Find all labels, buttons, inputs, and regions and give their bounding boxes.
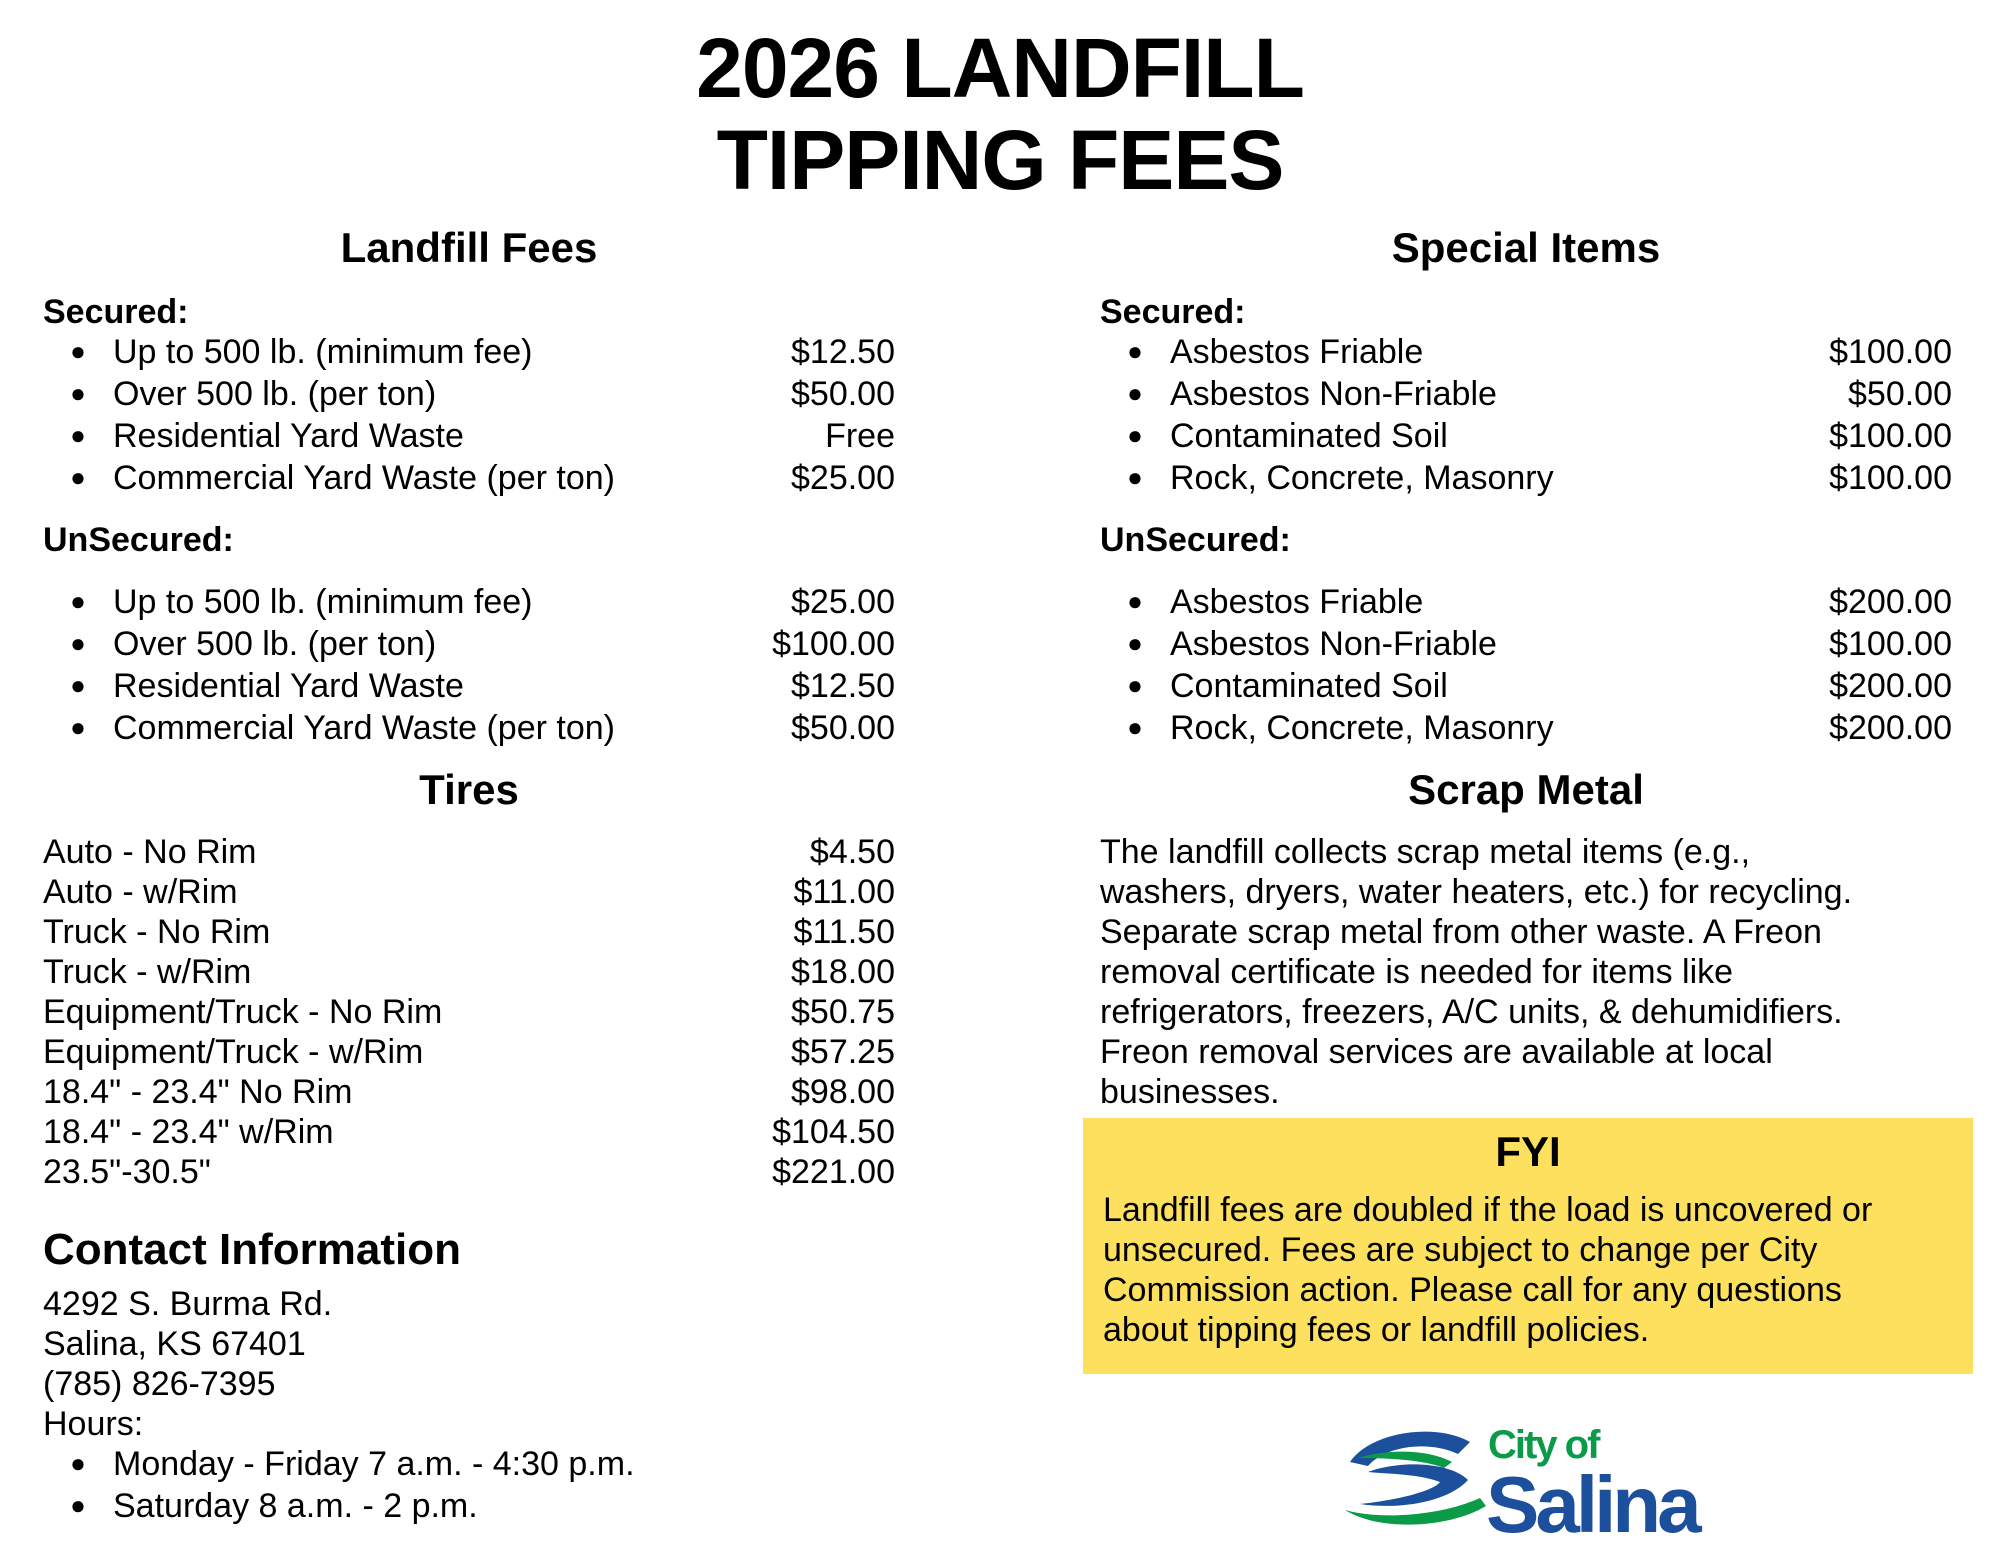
landfill-fees-heading: Landfill Fees xyxy=(340,224,598,271)
list-item xyxy=(43,708,895,750)
list-item xyxy=(43,624,895,666)
list-item xyxy=(1100,416,1952,458)
bullet-icon: ● xyxy=(1127,712,1143,742)
bullet-icon: ● xyxy=(70,628,86,658)
list-item xyxy=(43,952,895,992)
contact-address-1: 4292 S. Burma Rd. xyxy=(43,1285,333,1323)
bullet-icon: ● xyxy=(70,670,86,700)
list-item xyxy=(1100,624,1952,666)
item-price: $100.00 xyxy=(1829,459,1952,497)
item-price: $12.50 xyxy=(791,667,895,705)
bullet-icon: ● xyxy=(1127,670,1143,700)
list-item xyxy=(43,1112,895,1152)
item-price: $100.00 xyxy=(1829,625,1952,663)
logo-city-of: City of xyxy=(1488,1423,1599,1467)
contact-address-2: Salina, KS 67401 xyxy=(43,1325,306,1363)
item-price: $57.25 xyxy=(791,1033,895,1071)
item-price: $50.00 xyxy=(1848,375,1952,413)
item-price: $100.00 xyxy=(1829,333,1952,371)
item-price: $100.00 xyxy=(1829,417,1952,455)
list-item xyxy=(1100,666,1952,708)
bullet-icon: ● xyxy=(1127,336,1143,366)
hours-text: Monday - Friday 7 a.m. - 4:30 p.m. xyxy=(113,1445,635,1483)
bullet-icon: ● xyxy=(70,1490,86,1520)
item-price: $25.00 xyxy=(791,459,895,497)
list-item xyxy=(43,872,895,912)
list-item xyxy=(1100,332,1952,374)
item-label: Residential Yard Waste xyxy=(113,667,464,705)
tires-heading: Tires xyxy=(419,766,519,813)
bullet-icon: ● xyxy=(70,420,86,450)
bullet-icon: ● xyxy=(1127,628,1143,658)
item-price: $200.00 xyxy=(1829,709,1952,747)
list-item xyxy=(43,666,895,708)
bullet-icon: ● xyxy=(70,586,86,616)
bullet-icon: ● xyxy=(70,378,86,408)
item-label: Over 500 lb. (per ton) xyxy=(113,625,437,663)
item-label: 23.5"-30.5" xyxy=(43,1153,211,1191)
contact-phone: (785) 826-7395 xyxy=(43,1365,276,1403)
list-item xyxy=(1100,708,1952,750)
item-label: Auto - w/Rim xyxy=(43,873,238,911)
bullet-icon: ● xyxy=(1127,420,1143,450)
list-item xyxy=(43,1444,895,1486)
scrap-line: Freon removal services are available at local xyxy=(1100,1033,1773,1071)
left-column xyxy=(43,220,895,1528)
item-label: Asbestos Friable xyxy=(1170,583,1424,621)
item-price: $11.50 xyxy=(793,913,895,951)
item-label: Contaminated Soil xyxy=(1170,417,1448,455)
landfill-unsecured-label: UnSecured: xyxy=(43,521,234,559)
item-price: $98.00 xyxy=(791,1073,895,1111)
fyi-line: Commission action. Please call for any questions xyxy=(1103,1271,1842,1309)
scrap-line: Separate scrap metal from other waste. A Freon xyxy=(1100,913,1822,951)
item-price: $50.00 xyxy=(791,709,895,747)
logo-salina: Salina xyxy=(1486,1460,1698,1540)
fyi-line: about tipping fees or landfill policies. xyxy=(1103,1311,1650,1349)
item-label: Equipment/Truck - No Rim xyxy=(43,993,443,1031)
item-label: Commercial Yard Waste (per ton) xyxy=(113,459,615,497)
contact-heading: Contact Information xyxy=(43,1225,461,1274)
list-item xyxy=(43,1072,895,1112)
bullet-icon: ● xyxy=(70,462,86,492)
special-items-heading: Special Items xyxy=(1391,224,1661,271)
salina-swoosh-icon xyxy=(1340,1410,1760,1540)
scrap-line: removal certificate is needed for items like xyxy=(1100,953,1734,991)
item-label: Contaminated Soil xyxy=(1170,667,1448,705)
tires-list xyxy=(43,832,895,1192)
list-item xyxy=(43,458,895,500)
fyi-heading: FYI xyxy=(1495,1128,1561,1175)
bullet-icon: ● xyxy=(70,712,86,742)
landfill-unsecured-list xyxy=(43,582,895,750)
scrap-metal-paragraph xyxy=(1100,832,1952,1112)
bullet-icon: ● xyxy=(1127,586,1143,616)
item-label: Rock, Concrete, Masonry xyxy=(1170,709,1554,747)
bullet-icon: ● xyxy=(70,1448,86,1478)
bullet-icon: ● xyxy=(1127,462,1143,492)
item-label: Rock, Concrete, Masonry xyxy=(1170,459,1554,497)
hours-text: Saturday 8 a.m. - 2 p.m. xyxy=(113,1487,478,1525)
item-label: Truck - No Rim xyxy=(43,913,271,951)
list-item xyxy=(43,332,895,374)
item-price: $200.00 xyxy=(1829,583,1952,621)
list-item xyxy=(43,912,895,952)
special-unsecured-label: UnSecured: xyxy=(1100,521,1291,559)
right-column xyxy=(1100,220,1952,1112)
item-price: $200.00 xyxy=(1829,667,1952,705)
bullet-icon: ● xyxy=(70,336,86,366)
item-label: Auto - No Rim xyxy=(43,833,257,871)
list-item xyxy=(1100,374,1952,416)
page-title xyxy=(0,22,2000,206)
item-price: $25.00 xyxy=(791,583,895,621)
item-label: Over 500 lb. (per ton) xyxy=(113,375,437,413)
title-line-1: 2026 LANDFILL xyxy=(696,21,1304,115)
item-label: Asbestos Non-Friable xyxy=(1170,375,1497,413)
item-price: $50.75 xyxy=(791,993,895,1031)
item-price: $18.00 xyxy=(791,953,895,991)
list-item xyxy=(43,582,895,624)
list-item xyxy=(43,992,895,1032)
item-price: Free xyxy=(825,417,895,455)
scrap-metal-heading: Scrap Metal xyxy=(1408,766,1644,813)
list-item xyxy=(43,374,895,416)
city-of-salina-logo xyxy=(1340,1410,1760,1540)
scrap-line: The landfill collects scrap metal items (e.g., xyxy=(1100,833,1751,871)
item-label: Residential Yard Waste xyxy=(113,417,464,455)
hours-list xyxy=(43,1444,895,1528)
title-line-2: TIPPING FEES xyxy=(716,113,1284,207)
list-item xyxy=(43,1032,895,1072)
list-item xyxy=(43,416,895,458)
list-item xyxy=(43,1152,895,1192)
list-item xyxy=(43,1486,895,1528)
item-label: Up to 500 lb. (minimum fee) xyxy=(113,583,533,621)
list-item xyxy=(43,832,895,872)
list-item xyxy=(1100,458,1952,500)
list-item xyxy=(1100,582,1952,624)
special-secured-label: Secured: xyxy=(1100,293,1246,331)
item-label: 18.4" - 23.4" No Rim xyxy=(43,1073,353,1111)
item-label: Truck - w/Rim xyxy=(43,953,252,991)
item-label: Equipment/Truck - w/Rim xyxy=(43,1033,424,1071)
item-price: $104.50 xyxy=(772,1113,895,1151)
item-label: 18.4" - 23.4" w/Rim xyxy=(43,1113,334,1151)
scrap-line: washers, dryers, water heaters, etc.) for recycling. xyxy=(1100,873,1853,911)
contact-hours-label: Hours: xyxy=(43,1405,144,1443)
item-label: Up to 500 lb. (minimum fee) xyxy=(113,333,533,371)
special-unsecured-list xyxy=(1100,582,1952,750)
item-label: Commercial Yard Waste (per ton) xyxy=(113,709,615,747)
fyi-line: unsecured. Fees are subject to change per City xyxy=(1103,1231,1818,1269)
item-price: $50.00 xyxy=(791,375,895,413)
bullet-icon: ● xyxy=(1127,378,1143,408)
scrap-line: businesses. xyxy=(1100,1073,1280,1111)
item-label: Asbestos Non-Friable xyxy=(1170,625,1497,663)
special-secured-list xyxy=(1100,332,1952,500)
item-price: $12.50 xyxy=(791,333,895,371)
fyi-box xyxy=(1083,1118,1973,1374)
item-label: Asbestos Friable xyxy=(1170,333,1424,371)
item-price: $11.00 xyxy=(793,873,895,911)
item-price: $100.00 xyxy=(772,625,895,663)
landfill-secured-label: Secured: xyxy=(43,293,189,331)
item-price: $4.50 xyxy=(809,833,895,871)
item-price: $221.00 xyxy=(772,1153,895,1191)
fyi-line: Landfill fees are doubled if the load is uncovered or xyxy=(1103,1191,1873,1229)
scrap-line: refrigerators, freezers, A/C units, & dehumidifiers. xyxy=(1100,993,1843,1031)
landfill-secured-list xyxy=(43,332,895,500)
